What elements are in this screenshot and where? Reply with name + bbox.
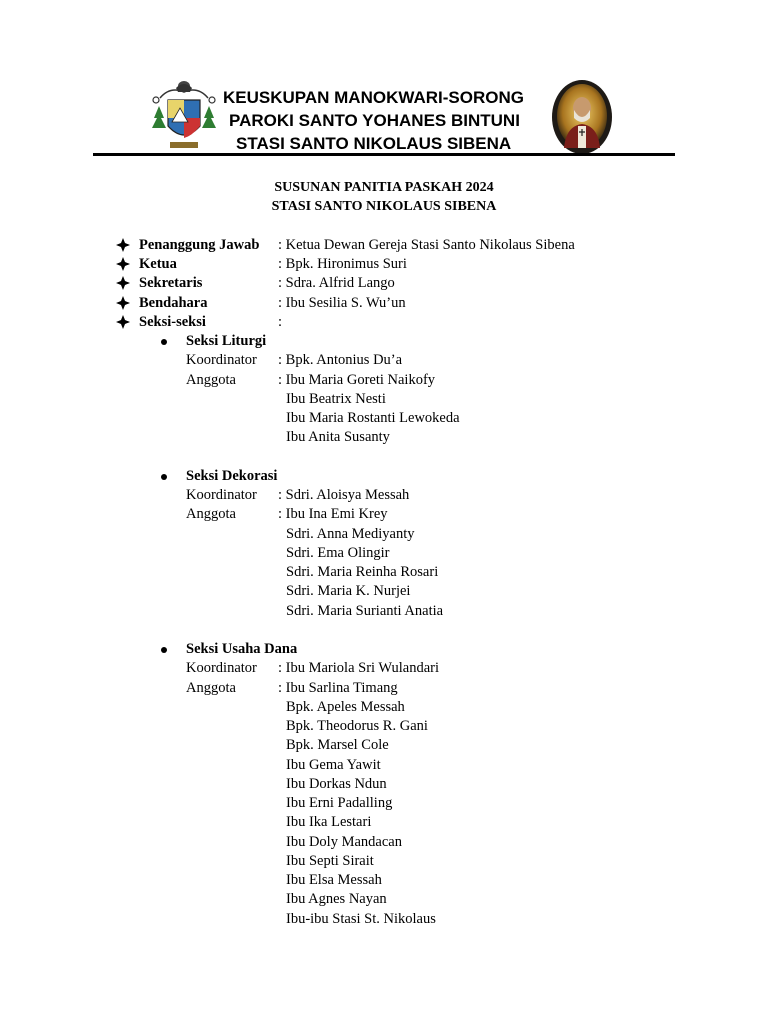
diamond-bullet-icon — [116, 257, 130, 271]
member-item: Sdri. Maria Surianti Anatia — [286, 603, 444, 619]
member-item: Ibu Beatrix Nesti — [286, 391, 386, 407]
member-item: Bpk. Theodorus R. Gani — [286, 718, 428, 734]
role-value: : Ibu Sesilia S. Wu’un — [278, 295, 406, 311]
diamond-bullet-icon — [116, 238, 130, 252]
document-subtitle: STASI SANTO NIKOLAUS SIBENA — [271, 199, 497, 214]
member-item: Ibu Gema Yawit — [286, 757, 381, 773]
section-title: Seksi Liturgi — [186, 333, 267, 349]
member-item: Ibu Septi Sirait — [286, 853, 374, 869]
role-value: : Ketua Dewan Gereja Stasi Santo Nikolaus Sibena — [278, 237, 575, 253]
member-item: : Ibu Sarlina Timang — [278, 680, 398, 696]
role-value: : Sdra. Alfrid Lango — [278, 275, 395, 291]
member-item: Ibu Dorkas Ndun — [286, 776, 387, 792]
member-item: Sdri. Maria K. Nurjei — [286, 583, 411, 599]
member-item: Ibu Maria Rostanti Lewokeda — [286, 410, 460, 426]
section-bullet-icon — [161, 647, 167, 653]
member-item: Ibu Elsa Messah — [286, 872, 382, 888]
role-label: Bendahara — [139, 295, 208, 311]
header-station: STASI SANTO NIKOLAUS SIBENA — [236, 134, 512, 153]
saint-nicholas-icon-logo — [550, 78, 614, 156]
member-item: Ibu-ibu Stasi St. Nikolaus — [286, 911, 436, 927]
member-item: Ibu Doly Mandacan — [286, 834, 402, 850]
header-parish: PAROKI SANTO YOHANES BINTUNI — [229, 111, 520, 130]
members-label: Anggota — [186, 372, 236, 388]
coordinator-value: : Bpk. Antonius Du’a — [278, 352, 403, 368]
coordinator-value: : Sdri. Aloisya Messah — [278, 487, 410, 503]
member-item: Sdri. Maria Reinha Rosari — [286, 564, 439, 580]
diamond-bullet-icon — [116, 315, 130, 329]
section-bullet-icon — [161, 339, 167, 345]
coordinator-label: Koordinator — [186, 660, 257, 676]
role-label: Seksi-seksi — [139, 314, 206, 330]
role-label: Penanggung Jawab — [139, 237, 260, 253]
member-item: : Ibu Ina Emi Krey — [278, 506, 388, 522]
member-item: Bpk. Apeles Messah — [286, 699, 405, 715]
coordinator-label: Koordinator — [186, 487, 257, 503]
role-value: : Bpk. Hironimus Suri — [278, 256, 407, 272]
section-bullet-icon — [161, 474, 167, 480]
header-diocese: KEUSKUPAN MANOKWARI-SORONG — [223, 88, 524, 107]
document-title: SUSUNAN PANITIA PASKAH 2024 — [274, 180, 494, 195]
member-item: Bpk. Marsel Cole — [286, 737, 389, 753]
section-title: Seksi Dekorasi — [186, 468, 278, 484]
diocese-coat-of-arms-logo — [150, 78, 218, 154]
diamond-bullet-icon — [116, 296, 130, 310]
member-item: Ibu Ika Lestari — [286, 814, 372, 830]
diamond-bullet-icon — [116, 276, 130, 290]
members-label: Anggota — [186, 506, 236, 522]
role-label: Ketua — [139, 256, 177, 272]
member-item: Ibu Erni Padalling — [286, 795, 393, 811]
coordinator-value: : Ibu Mariola Sri Wulandari — [278, 660, 440, 676]
member-item: Ibu Agnes Nayan — [286, 891, 387, 907]
section-title: Seksi Usaha Dana — [186, 641, 298, 657]
members-label: Anggota — [186, 680, 236, 696]
member-item: Ibu Anita Susanty — [286, 429, 390, 445]
coordinator-label: Koordinator — [186, 352, 257, 368]
header-divider — [93, 153, 675, 156]
member-item: : Ibu Maria Goreti Naikofy — [278, 372, 436, 388]
role-label: Sekretaris — [139, 275, 203, 291]
member-item: Sdri. Ema Olingir — [286, 545, 390, 561]
role-value: : — [278, 314, 283, 330]
member-item: Sdri. Anna Mediyanty — [286, 526, 415, 542]
